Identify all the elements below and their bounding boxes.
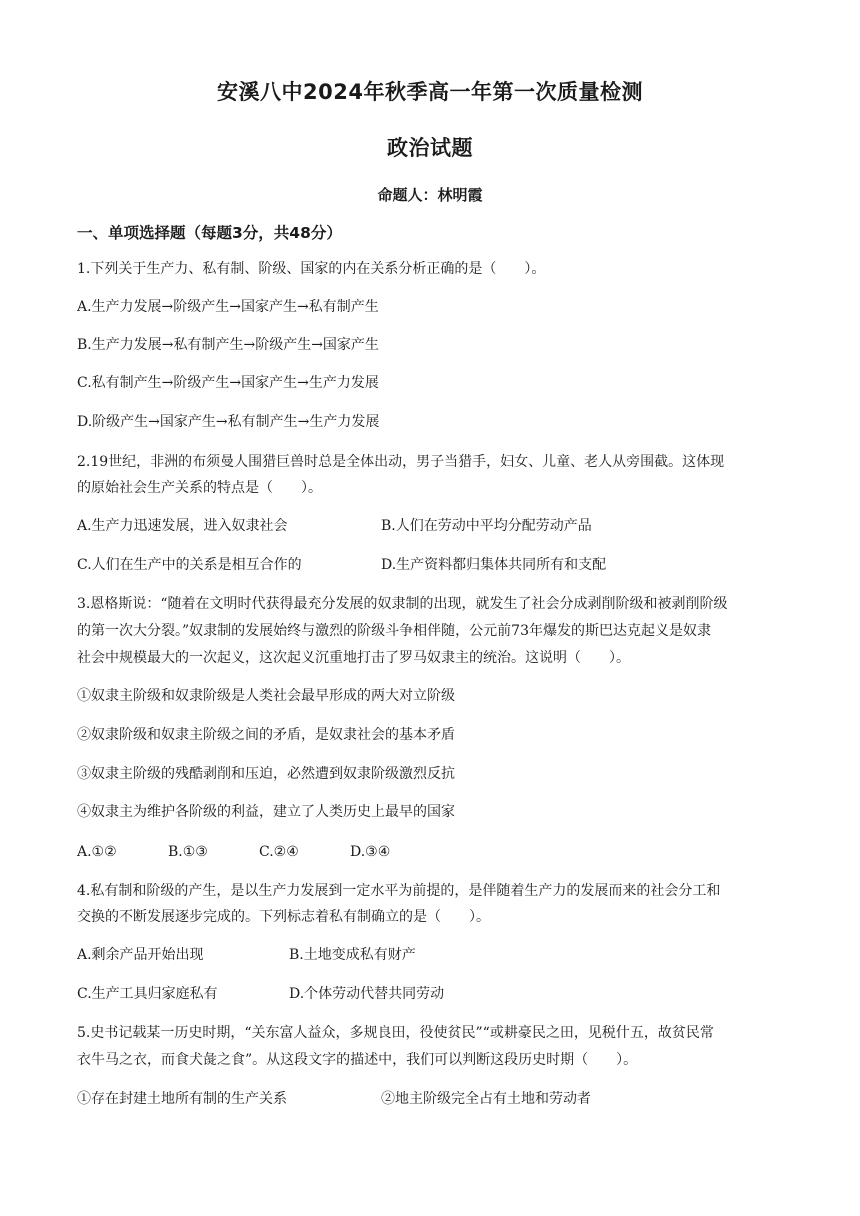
section-heading: 一、单项选择题（每题3分，共48分）: [77, 224, 342, 242]
question-3-item-2: ②奴隶阶级和奴隶主阶级之间的矛盾，是奴隶社会的基本矛盾: [77, 727, 455, 743]
question-5-item-2: ②地主阶级完全占有土地和劳动者: [381, 1091, 591, 1107]
question-3-item-1: ①奴隶主阶级和奴隶阶级是人类社会最早形成的两大对立阶级: [77, 688, 455, 704]
question-5-stem-line-1: 5.史书记载某一历史时期，“关东富人益众，多规良田，役使贫民”“或耕豪民之田，见税什五，故贫民常: [77, 1025, 714, 1041]
question-2-option-a: A.生产力迅速发展，进入奴隶社会: [77, 518, 288, 534]
question-5-item-1: ①存在封建土地所有制的生产关系: [77, 1091, 287, 1107]
question-3-stem-line-2: 的第一次大分裂。”奴隶制的发展始终与激烈的阶级斗争相伴随，公元前73年爆发的斯巴达克起义是奴隶: [77, 623, 711, 639]
question-1-option-d: D.阶级产生→国家产生→私有制产生→生产力发展: [77, 414, 380, 430]
question-3-item-4: ④奴隶主为维护各阶级的利益，建立了人类历史上最早的国家: [77, 804, 455, 820]
exam-subtitle: 政治试题: [387, 136, 473, 160]
question-4-option-d: D.个体劳动代替共同劳动: [289, 986, 445, 1002]
exam-title: 安溪八中2024年秋季高一年第一次质量检测: [217, 80, 643, 104]
question-5-stem-line-2: 衣牛马之衣，而食犬彘之食”。从这段文字的描述中，我们可以判断这段历史时期（ ）。: [77, 1052, 638, 1068]
question-2-stem-line-2: 的原始社会生产关系的特点是（ ）。: [77, 480, 322, 496]
question-3-option-b: B.①③: [168, 844, 208, 860]
question-4-option-a: A.剩余产品开始出现: [77, 947, 204, 963]
question-2-option-c: C.人们在生产中的关系是相互合作的: [77, 557, 302, 573]
question-3-item-3: ③奴隶主阶级的残酷剥削和压迫，必然遭到奴隶阶级激烈反抗: [77, 766, 455, 782]
question-3-option-a: A.①②: [77, 844, 117, 860]
exam-author: 命题人：林明霞: [377, 186, 483, 204]
question-1-option-b: B.生产力发展→私有制产生→阶级产生→国家产生: [77, 337, 379, 353]
question-4-option-b: B.土地变成私有财产: [289, 947, 416, 963]
question-1-stem: 1.下列关于生产力、私有制、阶级、国家的内在关系分析正确的是（ ）。: [77, 261, 546, 277]
question-3-stem-line-1: 3.恩格斯说：“随着在文明时代获得最充分发展的奴隶制的出现，就发生了社会分成剥削阶级和被剥削阶级: [77, 596, 728, 612]
question-3-option-c: C.②④: [259, 844, 299, 860]
question-1-option-c: C.私有制产生→阶级产生→国家产生→生产力发展: [77, 375, 379, 391]
question-3-option-d: D.③④: [350, 844, 391, 860]
question-4-stem-line-2: 交换的不断发展逐步完成的。下列标志着私有制确立的是（ ）。: [77, 909, 490, 925]
question-4-option-c: C.生产工具归家庭私有: [77, 986, 218, 1002]
question-1-option-a: A.生产力发展→阶级产生→国家产生→私有制产生: [77, 299, 379, 315]
question-2-option-d: D.生产资料都归集体共同所有和支配: [381, 557, 607, 573]
question-2-stem-line-1: 2.19世纪，非洲的布须曼人围猎巨兽时总是全体出动，男子当猎手，妇女、儿童、老人从旁围截。这体现: [77, 454, 725, 470]
question-3-stem-line-3: 社会中规模最大的一次起义，这次起义沉重地打击了罗马奴隶主的统治。这说明（ ）。: [77, 650, 630, 666]
question-4-stem-line-1: 4.私有制和阶级的产生，是以生产力发展到一定水平为前提的，是伴随着生产力的发展而来的社会分工和: [77, 883, 721, 899]
question-2-option-b: B.人们在劳动中平均分配劳动产品: [381, 518, 592, 534]
